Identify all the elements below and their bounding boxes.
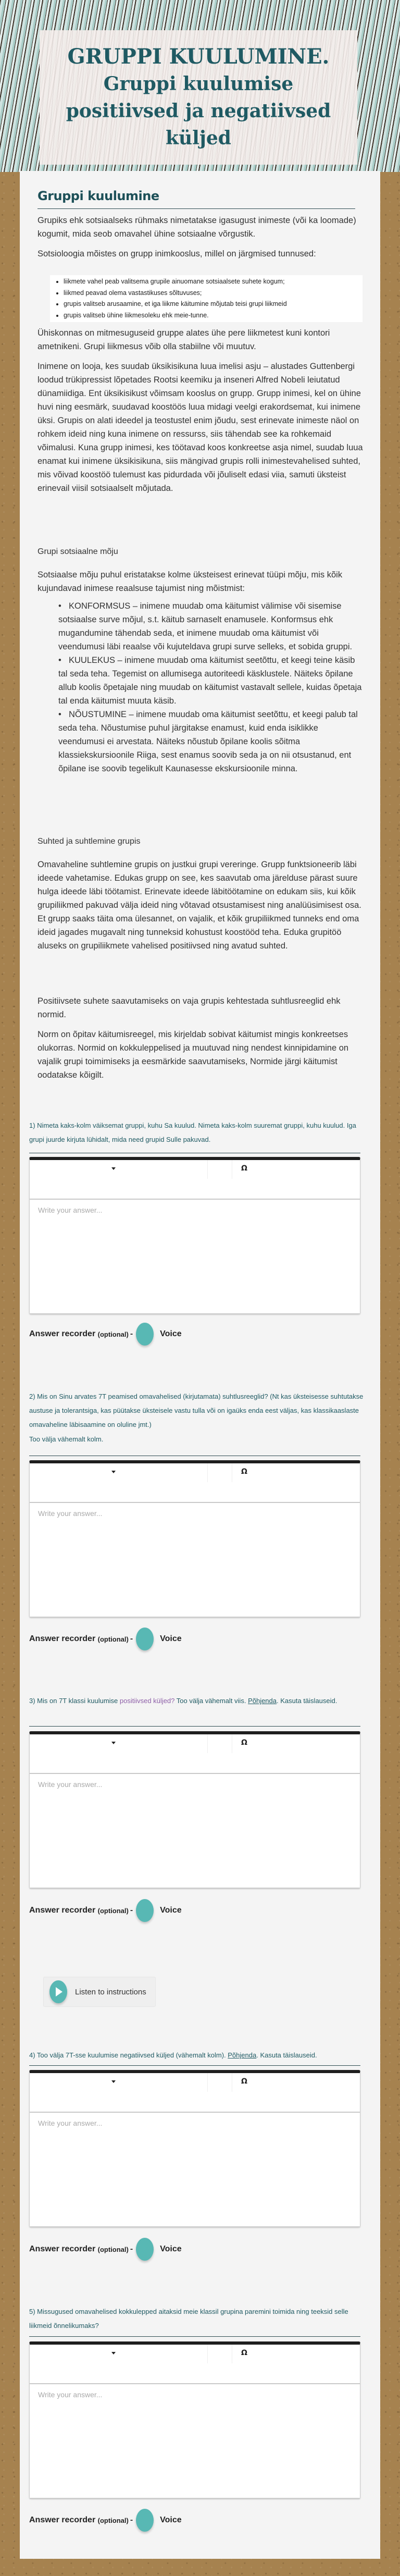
header-title-panel [40,30,357,165]
special-characters-icon[interactable]: Ω [241,2077,247,2086]
play-icon [49,1980,67,2003]
editor-toolbar [30,1160,360,1200]
editor-toolbar [30,1463,360,1503]
chevron-down-icon [111,1471,116,1473]
toolbar-separator [208,1160,232,1179]
format-dropdown[interactable] [30,2073,208,2092]
question-2-subtext: Too välja vähemalt kolm. [29,1435,104,1443]
format-dropdown[interactable] [30,2345,208,2363]
record-voice-button[interactable] [136,2238,154,2261]
answer-input[interactable] [30,1503,360,1617]
title-divider [38,208,355,209]
listen-label: Listen to instructions [75,1987,146,1996]
header-title-line1: GRUPPI KUULUMINE. [67,44,330,69]
question-3-editor [29,1731,360,1888]
toolbar-separator [208,2345,232,2363]
norms-lead: Positiivsete suhete saavutamiseks on vaja grupis kehtestada suhtlusreeglid ehk normid. [38,996,341,1019]
header-title-line2: Gruppi kuulumise positiivsed ja negatiivsed küljed [66,73,331,149]
toolbar-separator [208,2073,232,2092]
record-voice-button[interactable] [136,1899,154,1922]
recorder-voice-label: Voice [160,1329,182,1338]
question-1-text: 1) Nimeta kaks-kolm väiksemat gruppi, kuhu Sa kuulud. Nimeta kaks-kolm suuremat gruppi, kuhu kuulud. Iga grupi juurde kirjuta lühidalt, mida need grupid Sulle pakuvad. [29,1121,356,1143]
influence-type-item: • NÕUSTUMINE – inimene muudab oma käitumist seetõttu, et keegi palub tal seda teha. Nõustumise puhul järgitakse enamust, kuid enda isiklikke veendumusi ei arvestata. Näiteks nõustub õpilane koolis sõitma klassiekskursioonile Riiga, sest enamus soovib seda ja on nii otsustanud, ent õpilane ise soovib tegelikult Kaunasesse ekskursioonile minna. [58,710,358,773]
recorder-voice-label: Voice [160,1634,182,1643]
question-2-text: 2) Mis on Sinu arvates 7T peamised omavahelised (kirjutamata) suhtlusreeglid? (Nt kas üksteisesse suhtutakse austuse ja tolerantsiga, kas püütakse üksteisele vastu tulla või on igaüks enda eest väljas, kas klassikaaslaste omavaheline läbisaamine on oluline jmt.) [29,1392,364,1428]
chevron-down-icon [111,1167,116,1170]
answer-input[interactable] [30,2113,360,2226]
record-voice-button[interactable] [136,1628,154,1650]
header-banner [0,0,400,172]
society-paragraph: Ühiskonnas on mitmesuguseid gruppe alates ühe pere liikmetest kuni kontori ametnikeni. Grupi liikmesus võib olla stabiilne või muutuv. [38,328,330,351]
chevron-down-icon [111,2080,116,2083]
features-list [50,275,362,322]
answer-input[interactable] [30,2384,360,2498]
question-2-answer-recorder [29,1628,182,1650]
special-characters-icon[interactable]: Ω [241,2349,247,2357]
features-list-item: • grupis valitseb arusaamine, et iga liikme käitumine mõjutab teisi grupi liikmeid [64,299,362,310]
question-2-editor [29,1460,360,1617]
question-4-editor [29,2070,360,2227]
answer-input[interactable] [30,1774,360,1888]
format-dropdown[interactable] [30,1160,208,1179]
recorder-label: Answer recorder [29,1906,96,1915]
justify-emphasis: Põhjenda [228,2051,257,2059]
influence-type-item: • KUULEKUS – inimene muudab oma käitumist seetõttu, et keegi teine käsib tal seda teha. Tegemist on allumisega autoriteedi käsklustele. Näiteks õpilane allub koolis õpetajale ning muudab on käitumist vastavalt sellele, kuidas õpetaja tal enda käitumist muuta käsib. [58,656,362,706]
question-4-text: 4) Too välja 7T-sse kuulumise negatiivsed küljed (vähemalt kolm). Põhjenda. Kasuta täislauseid. [29,2051,317,2059]
format-dropdown[interactable] [30,1734,208,1753]
question-5-divider [29,2336,360,2337]
record-voice-button[interactable] [136,2509,154,2532]
recorder-label: Answer recorder [29,1634,96,1643]
features-list-item: • liikmete vahel peab valitsema grupile ainuomane sotsiaalsete suhete kogum; [64,276,362,288]
creator-paragraph: Inimene on looja, kes suudab üksikisikuna luua imelisi asju – alustades Guttenbergi loodud trükipressist lõpetades Rootsi keemiku ja inseneri Alfred Nobeli leiutatud dünamiidiga. Ent üksikisikust võimsam kooslus on grupp. Grupp inimesi, kel on ühine huvi ning eesmärk, suudavad koostöös luua midagi veelgi erakordsemat, kui inimene üksi. Grupis on alati ideedel ja teostustel enim jõudu, sest erinevate inimeste näol on rohkem ideid ning kuna inimene on ressurss, siis tähendab see ka rohkemaid võimalusi. Kuna grupp inimesi, kes töötavad koos konkreetse asja nimel, suudab luua enamat kui inimene üksikisikuna, siis mängivad grupis rolli inimestevahelised suhted, mis võivad koostöö tulemust kas pidurdada või jõuliselt edasi viia, samuti üksteist erinevail viisil sotsiaalselt mõjutada. [38,362,363,493]
relations-heading: Suhted ja suhtlemine grupis [38,837,141,846]
question-5-text: 5) Missugused omavahelised kokkulepped aitaksid meie klassil grupina paremini toimida ning teeksid selle liikmeid õnnelikumaks? [29,2308,348,2330]
question-5-answer-recorder [29,2509,182,2532]
recorder-dash: - [130,1634,133,1643]
recorder-optional: (optional) [97,1330,129,1338]
toolbar-separator [208,1734,232,1753]
question-1-answer-recorder [29,1323,182,1346]
recorder-optional: (optional) [97,1906,129,1915]
positive-sides-highlight: positiivsed küljed? [119,1697,175,1705]
question-3-divider [29,1726,360,1727]
special-characters-icon[interactable]: Ω [241,1468,247,1476]
recorder-dash: - [130,2245,133,2253]
page-title: Gruppi kuulumine [38,189,159,203]
editor-toolbar [30,2345,360,2384]
features-list-item: • liikmed peavad olema vastastikuses sõltuvuses; [64,288,362,299]
chevron-down-icon [111,2352,116,2355]
norms-paragraph: Norm on õpitav käitumisreegel, mis kirjeldab sobivat käitumist mingis konkreetses olukorras. Normid on kokkuleppelised ja muutuvad ning nendest kinnipidamine on vajalik grupi toimimiseks ja eesmärkide saavutamiseks, Normide järgi käitumist oodatakse kõigilt. [38,1030,349,1080]
features-list-item: • grupis valitseb ühine liikmesoleku ehk meie-tunne. [64,310,362,322]
intro-paragraph: Grupiks ehk sotsiaalseks rühmaks nimetatakse igasugust inimeste (või ka loomade) kogumit, mida seob omavahel ühine sotsiaalne võrgustik. [38,216,356,239]
recorder-optional: (optional) [97,2516,129,2524]
recorder-optional: (optional) [97,1635,129,1643]
justify-emphasis: Põhjenda [248,1697,277,1705]
answer-input[interactable] [30,1200,360,1313]
recorder-dash: - [130,1906,133,1915]
recorder-dash: - [130,1329,133,1338]
recorder-optional: (optional) [97,2245,129,2253]
question-4-answer-recorder [29,2238,182,2261]
toolbar-separator [208,1463,232,1482]
question-3-answer-recorder [29,1899,182,1922]
record-voice-button[interactable] [136,1323,154,1346]
special-characters-icon[interactable]: Ω [241,1164,247,1173]
influence-lead: Sotsiaalse mõju puhul eristatakse kolme üksteisest erinevat tüüpi mõju, mis kõik kujundavad inimese reaalsuse tajumist ning mõistmist: [38,570,343,593]
recorder-dash: - [130,2516,133,2524]
editor-toolbar [30,2073,360,2113]
worksheet-panel [20,171,380,2559]
editor-toolbar [30,1734,360,1774]
recorder-label: Answer recorder [29,2516,96,2524]
header-title [50,43,347,152]
influence-types-list [38,599,364,775]
influence-type-item: • KONFORMSUS – inimene muudab oma käitumist välimise või sisemise sotsiaalse surve mõjul, s.t. käitub sarnaselt enamusele. Konformsus ehk mugandumine tähendab seda, et inimene muudab oma käitumist või veendumusi läbi reaalse või kujuteldava grupi surve selleks, et sobida gruppi. [58,601,353,651]
relations-paragraph: Omavaheline suhtlemine grupis on justkui grupi vereringe. Grupp funktsioneerib läbi ideede vahetamise. Edukas grupp on see, kes saavutab oma järelduse pärast suure hulga ideede läbi töötamist. Erinevate ideede läbitöötamine on edukam siis, kui kõik grupiliikmed pakuvad välja ideid ning võtavad otsustamisest ning analüüsimisest osa. Et grupp saaks täita oma ülesannet, on vajalik, et kõik grupiliikmed tunneks end oma ideid jagades mugavalt ning tunneksid kohustust koostööd teha. Eduka grupitöö aluseks on grupiliikmete vahelised positiivsed ning avatud suhted. [38,860,361,951]
question-1-editor [29,1157,360,1314]
question-3-text: 3) Mis on 7T klassi kuulumise positiivsed küljed? Too välja vähemalt viis. Põhjenda. Kasuta täislauseid. [29,1697,338,1705]
recorder-label: Answer recorder [29,2245,96,2253]
recorder-voice-label: Voice [160,2245,182,2253]
chevron-down-icon [111,1742,116,1744]
listen-to-instructions-button[interactable] [43,1977,156,2007]
recorder-voice-label: Voice [160,2516,182,2524]
special-characters-icon[interactable]: Ω [241,1739,247,1747]
question-4-divider [29,2065,360,2066]
recorder-label: Answer recorder [29,1329,96,1338]
definition-lead: Sotsioloogia mõistes on grupp inimkooslus, millel on järgmised tunnused: [38,249,316,258]
question-5-editor [29,2341,360,2498]
format-dropdown[interactable] [30,1463,208,1482]
influence-heading: Grupi sotsiaalne mõju [38,547,118,556]
recorder-voice-label: Voice [160,1906,182,1915]
